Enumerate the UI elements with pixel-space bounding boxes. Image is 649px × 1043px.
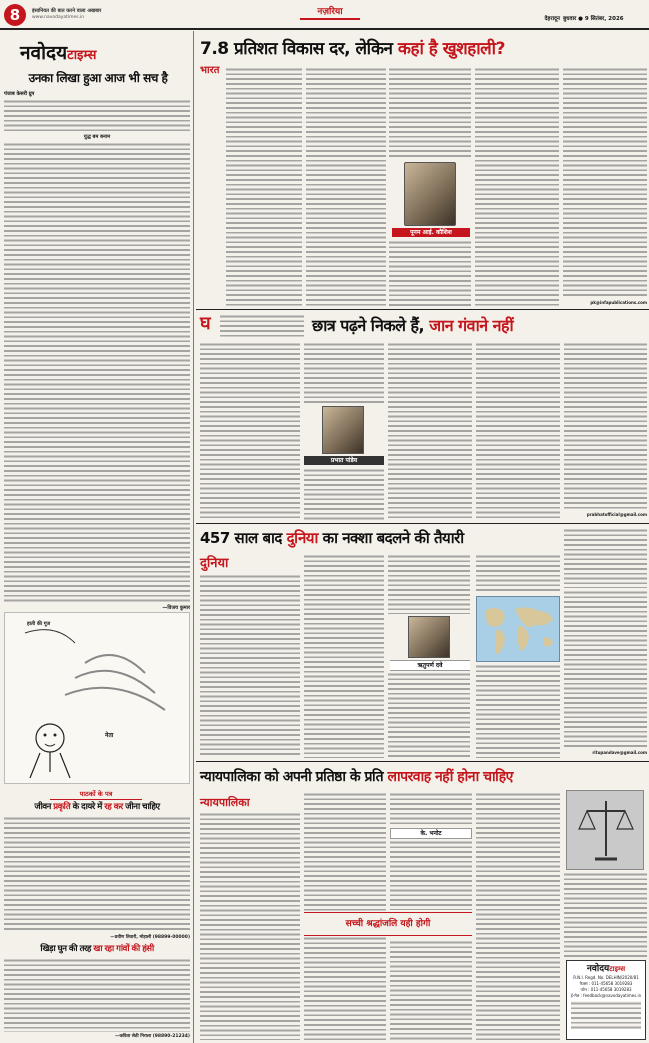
story4-headline: न्यायपालिका को अपनी प्रतिष्ठा के प्रति लापरवाह नहीं होना चाहिए	[200, 769, 513, 785]
story2-col5	[564, 342, 647, 510]
story3-author-photo	[408, 616, 450, 658]
story2-headline: छात्र पढ़ने निकले हैं, जान गंवाने नहीं	[312, 316, 514, 335]
letter1-headline: जीवन प्रकृति के दायरे में रह कर जीना चाहिए	[34, 802, 160, 812]
story1-col3-bottom	[389, 240, 471, 308]
story4-col3-top	[390, 792, 472, 826]
story3-col4-bottom	[476, 664, 560, 758]
imprint-brand: नवोदयटाइम्स	[586, 964, 626, 974]
letter2-headline: खिड़ा घुन की तरह खा रहा गांवों की हंसी	[40, 944, 154, 954]
story4-pullquote	[304, 912, 472, 936]
story2-credit: prabhatofficial@gmail.com	[586, 512, 647, 517]
story1-col1	[226, 67, 302, 308]
letters-section	[0, 786, 192, 1043]
story2	[196, 310, 649, 522]
story3-dropcap: दुनिया	[200, 556, 229, 571]
story2-intro	[220, 314, 304, 338]
lead-text	[4, 99, 190, 133]
folio-bar	[0, 0, 649, 30]
story2-author-photo	[322, 406, 364, 454]
story3-col1	[200, 574, 300, 758]
editorial-brand	[20, 41, 180, 68]
story1-headline: 7.8 प्रतिशत विकास दर, लेकिन कहां है खुशहाली?	[200, 39, 505, 59]
story1-dropcap: भारत	[200, 65, 220, 76]
story3-map	[476, 596, 560, 662]
brand-english: टाइम्स	[67, 48, 97, 63]
story1-col3-top	[389, 67, 471, 157]
editorial-lead	[4, 91, 190, 131]
story3-col2-top	[304, 554, 384, 674]
story3-author: ऋतुपर्ण दवे	[390, 660, 470, 671]
story2-col2-top	[304, 342, 384, 404]
story4-col4	[476, 792, 560, 1040]
world-map-graphic	[477, 597, 560, 662]
cartoon-caption-top: हाती की गूज	[27, 621, 51, 627]
cartoon-caption-bottom: नेता	[105, 732, 114, 739]
story3-col4-top	[476, 554, 560, 594]
story3-credit: ritupandave@gmail.com	[592, 750, 647, 755]
story1-credit: pk@infapublications.com	[590, 300, 647, 305]
story2-col1	[200, 342, 300, 520]
story4-col1	[200, 812, 300, 1040]
story3-headline: 457 साल बाद दुनिया का नक्शा बदलने की तैयारी	[200, 529, 464, 547]
imprint-details	[571, 1001, 641, 1029]
letter2-signature: —कविता सेठी निराला (98890-21234)	[114, 1034, 190, 1039]
cartoon-drawing	[5, 613, 191, 785]
imprint-box	[566, 960, 646, 1040]
cartoon	[4, 612, 190, 784]
story4-col3-bottom	[390, 940, 472, 1040]
edition-label: देहरादून	[544, 16, 560, 22]
folio-url: www.navodayatimes.in	[32, 15, 85, 20]
brand-hindi: नवोदय	[20, 42, 68, 64]
divider-left	[193, 31, 194, 1043]
story4-justice-image	[566, 790, 644, 870]
folio-rule	[0, 28, 649, 30]
story1-col5	[563, 67, 647, 299]
imprint-line2: फैक्स : 011-45658 3019283	[579, 981, 633, 986]
story4-col3-mid	[390, 840, 472, 910]
story2-col3	[388, 342, 472, 520]
story1-author: पूनम आई. कौशिश	[392, 228, 470, 237]
editorial-subhead: युद्ध बम बनाम	[83, 134, 111, 140]
story3-intro-right	[564, 528, 647, 588]
editorial-body	[4, 142, 190, 604]
story3-col3-top	[388, 554, 470, 614]
story4-col5	[564, 872, 647, 958]
editorial-signature: —विजय कुमार	[162, 605, 190, 611]
letter1-body	[4, 816, 190, 932]
story1-author-photo	[404, 162, 456, 226]
letter1-signature: —प्रवीण तिवारी, मोहाली (98899-00000)	[110, 935, 190, 940]
story3-col2-bottom	[304, 674, 384, 758]
scales-of-justice-icon	[567, 791, 644, 870]
story3	[196, 524, 649, 760]
letter2-body	[4, 958, 190, 1032]
pullquote-text: सच्ची श्रद्धांजलि यही होगी	[345, 919, 431, 929]
folio-tagline: इंसानियत की बात करने वाला अखबार	[32, 8, 102, 14]
story2-author: प्रभात पांडेय	[304, 456, 384, 465]
section-label: नज़रिया	[300, 6, 360, 20]
folio-date: बुधवार ● 9 सितंबर, 2026	[563, 16, 624, 22]
story4-author: के. भनोट	[390, 828, 472, 839]
story2-dropcap: घ	[200, 313, 211, 334]
letters-heading: पाठकों के पत्र	[50, 790, 142, 800]
story3-col3-bottom	[388, 672, 470, 758]
imprint-line4: ई-मेल : feedback@navodayatimes.in	[570, 993, 642, 998]
story1-col4	[475, 67, 559, 308]
story4-dropcap: न्यायपालिका	[200, 796, 250, 809]
editorial-column	[0, 31, 192, 611]
editorial-headline: उनका लिखा हुआ आज भी सच है	[28, 71, 168, 85]
story1-col2	[306, 67, 386, 308]
imprint-line3: फोन : 011-45658 3019283	[580, 987, 632, 992]
imprint-line1: R.N.I. Regd. No. DELHIN/2020/81	[573, 975, 639, 980]
story2-col4	[476, 342, 560, 520]
story3-col5	[564, 590, 647, 748]
lead-bold: पंजाब केसरी ग्रुप	[4, 91, 35, 97]
page-number: 8	[9, 6, 21, 24]
story1	[196, 32, 649, 308]
story2-col2-bottom	[304, 468, 384, 520]
